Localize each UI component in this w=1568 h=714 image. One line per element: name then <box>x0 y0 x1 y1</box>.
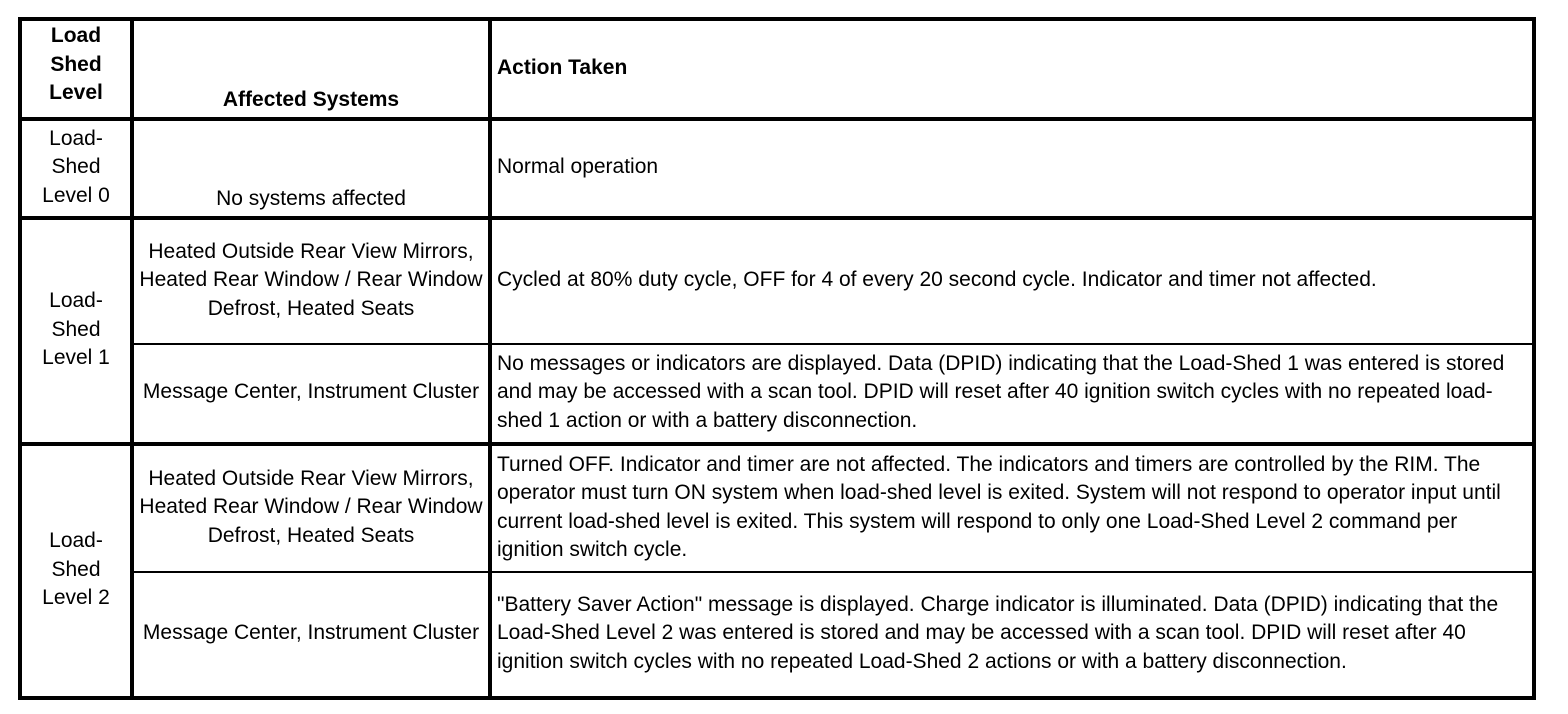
table-row <box>20 218 1534 344</box>
table-row <box>20 344 1534 444</box>
table-row <box>20 119 1534 218</box>
systems-cell: Heated Outside Rear View Mirrors, Heated Rear Window / Rear Window Defrost, Heated Seats <box>132 218 490 344</box>
level-cell-1: Load-Shed Level 1 <box>20 218 132 444</box>
header-load-shed-level: Load Shed Level <box>20 19 132 119</box>
header-action-taken: Action Taken <box>490 19 1534 119</box>
level-cell-0: Load-Shed Level 0 <box>20 119 132 218</box>
systems-cell: No systems affected <box>132 119 490 218</box>
action-cell: No messages or indicators are displayed. Data (DPID) indicating that the Load-Shed 1 was entered is stored and may be accessed with a scan tool. DPID will reset after 40 ignition switch cycles with no repeated load-shed 1 action or with a battery disconnection. <box>490 344 1534 444</box>
load-shed-table <box>18 17 1536 700</box>
table-row <box>20 444 1534 572</box>
level-cell-2: Load-Shed Level 2 <box>20 444 132 698</box>
action-cell: "Battery Saver Action" message is displayed. Charge indicator is illuminated. Data (DPID) indicating that the Load-Shed Level 2 was entered is stored and may be accessed with a scan tool. DPID will reset after 40 ignition switch cycles with no repeated Load-Shed 2 actions or with a battery disconnection. <box>490 572 1534 698</box>
systems-cell: Message Center, Instrument Cluster <box>132 572 490 698</box>
table-row <box>20 572 1534 698</box>
action-cell: Turned OFF. Indicator and timer are not affected. The indicators and timers are controlled by the RIM. The operator must turn ON system when load-shed level is exited. System will not respond to operator input until current load-shed level is exited. This system will respond to only one Load-Shed Level 2 command per ignition switch cycle. <box>490 444 1534 572</box>
header-affected-systems: Affected Systems <box>132 19 490 119</box>
header-row <box>20 19 1534 119</box>
systems-cell: Message Center, Instrument Cluster <box>132 344 490 444</box>
action-cell: Normal operation <box>490 119 1534 218</box>
systems-cell: Heated Outside Rear View Mirrors, Heated Rear Window / Rear Window Defrost, Heated Seats <box>132 444 490 572</box>
action-cell: Cycled at 80% duty cycle, OFF for 4 of every 20 second cycle. Indicator and timer not affected. <box>490 218 1534 344</box>
